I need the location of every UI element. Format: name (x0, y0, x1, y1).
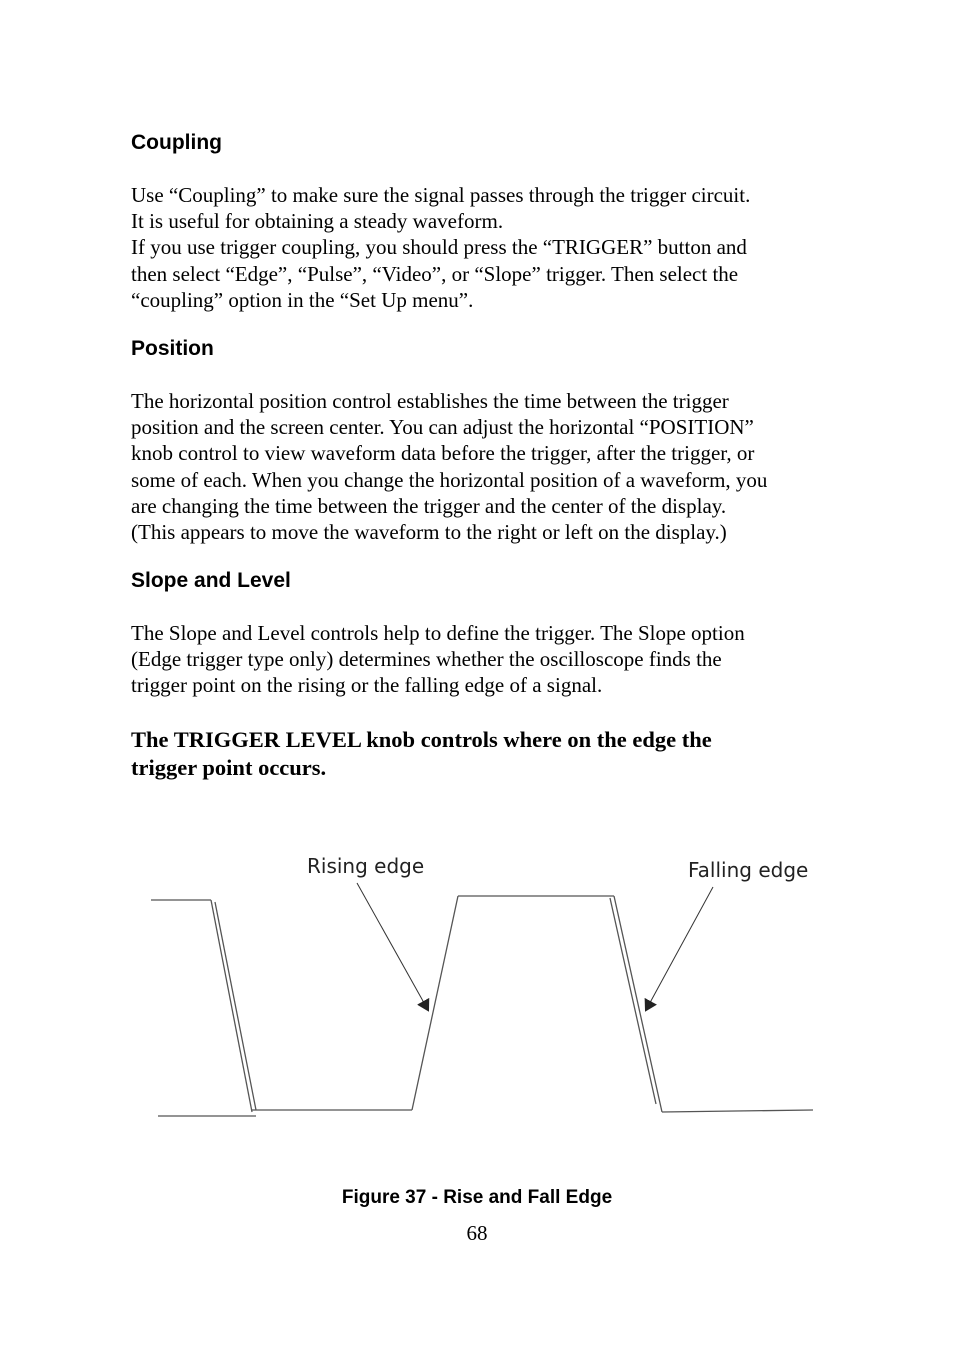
rise-fall-edge-figure (0, 840, 954, 1150)
body-line: position and the screen center. You can adjust the horizontal “POSITION” (131, 415, 754, 440)
body-line: some of each. When you change the horizontal position of a waveform, you (131, 467, 768, 492)
falling-edge-label: Falling edge (688, 858, 809, 882)
body-line: The Slope and Level controls help to define the trigger. The Slope option (131, 621, 745, 645)
section-body-coupling (131, 182, 831, 313)
body-line: (This appears to move the waveform to the right or left on the display.) (131, 520, 727, 545)
body-line: then select “Edge”, “Pulse”, “Video”, or “Slope” trigger. Then select the (131, 261, 739, 286)
body-line: are changing the time between the trigger and the center of the display. (131, 493, 727, 518)
rising-edge-arrow (357, 883, 428, 1010)
note-line: The TRIGGER LEVEL knob controls where on the edge the (131, 727, 712, 752)
body-line: Use “Coupling” to make sure the signal passes through the trigger circuit. (131, 183, 751, 207)
body-line: knob control to view waveform data before the trigger, after the trigger, or (131, 441, 755, 466)
section-heading-coupling: Coupling (131, 131, 222, 154)
waveform-falling-edge-2-inner (610, 898, 656, 1104)
trigger-level-note (131, 726, 831, 782)
section-body-position (131, 388, 831, 545)
body-line: “coupling” option in the “Set Up menu”. (131, 287, 474, 312)
waveform-falling-edge-2-outer (614, 896, 662, 1112)
body-line: If you use trigger coupling, you should press the “TRIGGER” button and (131, 235, 747, 260)
body-line: (Edge trigger type only) determines whether the oscilloscope finds the (131, 647, 722, 672)
section-body-slope-and-level (131, 620, 831, 699)
section-heading-slope-and-level: Slope and Level (131, 569, 291, 592)
waveform-falling-edge-1-outer (211, 900, 252, 1112)
page-number: 68 (466, 1221, 488, 1245)
note-line: trigger point occurs. (131, 755, 327, 780)
waveform-falling-edge-1-inner (215, 902, 256, 1110)
body-line: The horizontal position control establishes the time between the trigger (131, 389, 729, 413)
waveform-low-end (662, 1110, 813, 1112)
waveform (151, 896, 813, 1116)
body-line: trigger point on the rising or the falling edge of a signal. (131, 673, 603, 698)
waveform-rising-edge (412, 896, 458, 1110)
falling-edge-arrow (646, 887, 713, 1010)
section-heading-position: Position (131, 337, 214, 360)
body-line: It is useful for obtaining a steady waveform. (131, 209, 504, 234)
rising-edge-label: Rising edge (307, 854, 425, 878)
figure-caption: Figure 37 - Rise and Fall Edge (341, 1187, 613, 1208)
